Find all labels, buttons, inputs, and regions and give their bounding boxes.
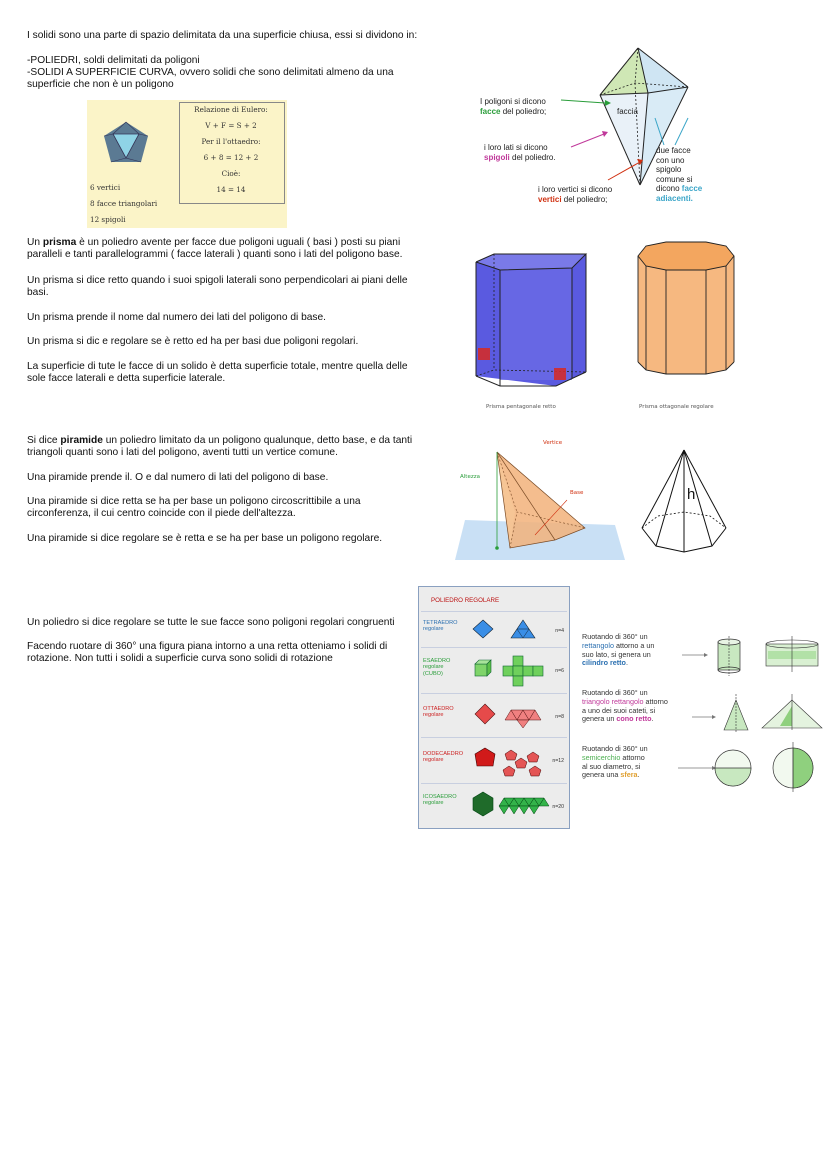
euler-result: 14 = 14 (216, 185, 246, 194)
rotazione-sfera: Ruotando di 360° un semicerchio attorno al suo diametro, si genera una sfera. (582, 744, 648, 780)
row-name: OTTAEDRO regolare (423, 706, 454, 719)
row-count: n=12 (552, 758, 564, 764)
row-name: ESAEDRO regolare (CUBO) (423, 658, 451, 677)
prisma-retto-1: Un prisma si dice retto quando i suoi spigoli laterali sono perpendicolari ai piani delle (27, 275, 408, 286)
euler-ottaedro: Per il l'ottaedro: (201, 137, 261, 146)
vertici-text: i loro vertici si dicono vertici del poliedro; (538, 185, 613, 204)
rotazione-1: Facendo ruotare di 360° una figura piana intorno a una retta otteniamo i solidi di (27, 641, 388, 652)
row-count: n=4 (555, 628, 564, 634)
euler-formula: V + F = S + 2 (205, 121, 257, 130)
row-count: n=8 (555, 714, 564, 720)
facce-text: I poligoni si dicono facce del poliedro; (480, 97, 547, 116)
euler-facce: 8 facce triangolari (90, 199, 158, 208)
piramide-def-1: Si dice piramide un poliedro limitato da un poligono qualunque, detto base, e da tanti (27, 435, 413, 446)
intro-text: I solidi sono una parte di spazio delimitata da una superficie chiusa, essi si dividono in: (27, 30, 418, 41)
intro-curva-1: -SOLIDI A SUPERFICIE CURVA, ovvero solidi che sono delimitati almeno da una (27, 67, 394, 78)
piramide-retta-2: circonferenza, il cui centro coincide con il piede dell'altezza. (27, 508, 296, 519)
faccia-label: faccia (617, 107, 638, 116)
row-count: n=20 (552, 804, 564, 810)
spigoli-text: i loro lati si dicono spigoli del poliedro. (484, 143, 556, 162)
prisma-regolare: Un prisma si dic e regolare se è retto ed ha per basi due poligoni regolari. (27, 336, 359, 347)
euler-cioe: Cioè: (221, 169, 241, 178)
table-header: POLIEDRO REGOLARE (431, 597, 500, 604)
piramide-def-2: triangoli quanti sono i lati del poligono, aventi tutti un vertice comune. (27, 447, 338, 458)
intro-curva-2: superficie che non è un poligono (27, 79, 174, 90)
piramide-regolare: Una piramide si dice regolare se è retta e se ha per base un poligono regolare. (27, 533, 383, 544)
pyramid-altezza-label: Altezza (460, 474, 480, 480)
regolare-def: Un poliedro si dice regolare se tutte le sue facce sono poligoni regolari congruenti (27, 617, 395, 628)
prisma-nome: Un prisma prende il nome dal numero dei lati del poligono di base. (27, 312, 327, 323)
superficie-1: La superficie di tute le facce di un solido è detta superficie totale, mentre quella delle (27, 361, 408, 372)
rotazione-cilindro: Ruotando di 360° un rettangolo attorno a un suo lato, si genera un cilindro retto. (582, 632, 655, 668)
prisma-def-1: Un prisma è un poliedro avente per facce due poligoni uguali ( basi ) posti su piani (27, 237, 401, 248)
rotazione-2: rotazione. Non tutti i solidi a superficie curva sono solidi di rotazione (27, 653, 333, 664)
euler-vertici: 6 vertici (90, 183, 121, 192)
rotazione-cono: Ruotando di 360° un triangolo rettangolo attorno a uno dei suoi cateti, si genera un cono retto. (582, 688, 668, 724)
superficie-2: sole facce laterali e detta superficie laterale. (27, 373, 226, 384)
piramide-nome: Una piramide prende il. O e dal numero di lati del poligono di base. (27, 472, 329, 483)
prisma-def-2: paralleli e tanti parallelogrammi ( facce laterali ) quanti sono i lati del poligono base. (27, 249, 403, 260)
row-count: n=6 (555, 668, 564, 674)
adiacenti-text: due facce con uno spigolo comune si dicono facce adiacenti. (656, 146, 703, 203)
row-name: ICOSAEDRO regolare (423, 794, 457, 807)
euler-calc: 6 + 8 = 12 + 2 (203, 153, 259, 162)
row-name: TETRAEDRO regolare (423, 620, 458, 633)
euler-spigoli: 12 spigoli (90, 215, 126, 224)
prisma-pentagonale-caption: Prisma pentagonale retto (486, 404, 556, 410)
pyramid-vertice-label: Vertice (543, 440, 563, 446)
pyramid-h-label: h (687, 486, 696, 503)
euler-title: Relazione di Eulero: (194, 105, 268, 114)
piramide-retta-1: Una piramide si dice retta se ha per base un poligono circoscrittibile a una (27, 496, 361, 507)
prisma-ottagonale-caption: Prisma ottagonale regolare (639, 404, 714, 410)
row-name: DODECAEDRO regolare (423, 751, 464, 764)
prisma-retto-2: basi. (27, 287, 49, 298)
intro-poliedri: -POLIEDRI, soldi delimitati da poligoni (27, 55, 200, 66)
pyramid-base-label: Base (570, 490, 584, 496)
